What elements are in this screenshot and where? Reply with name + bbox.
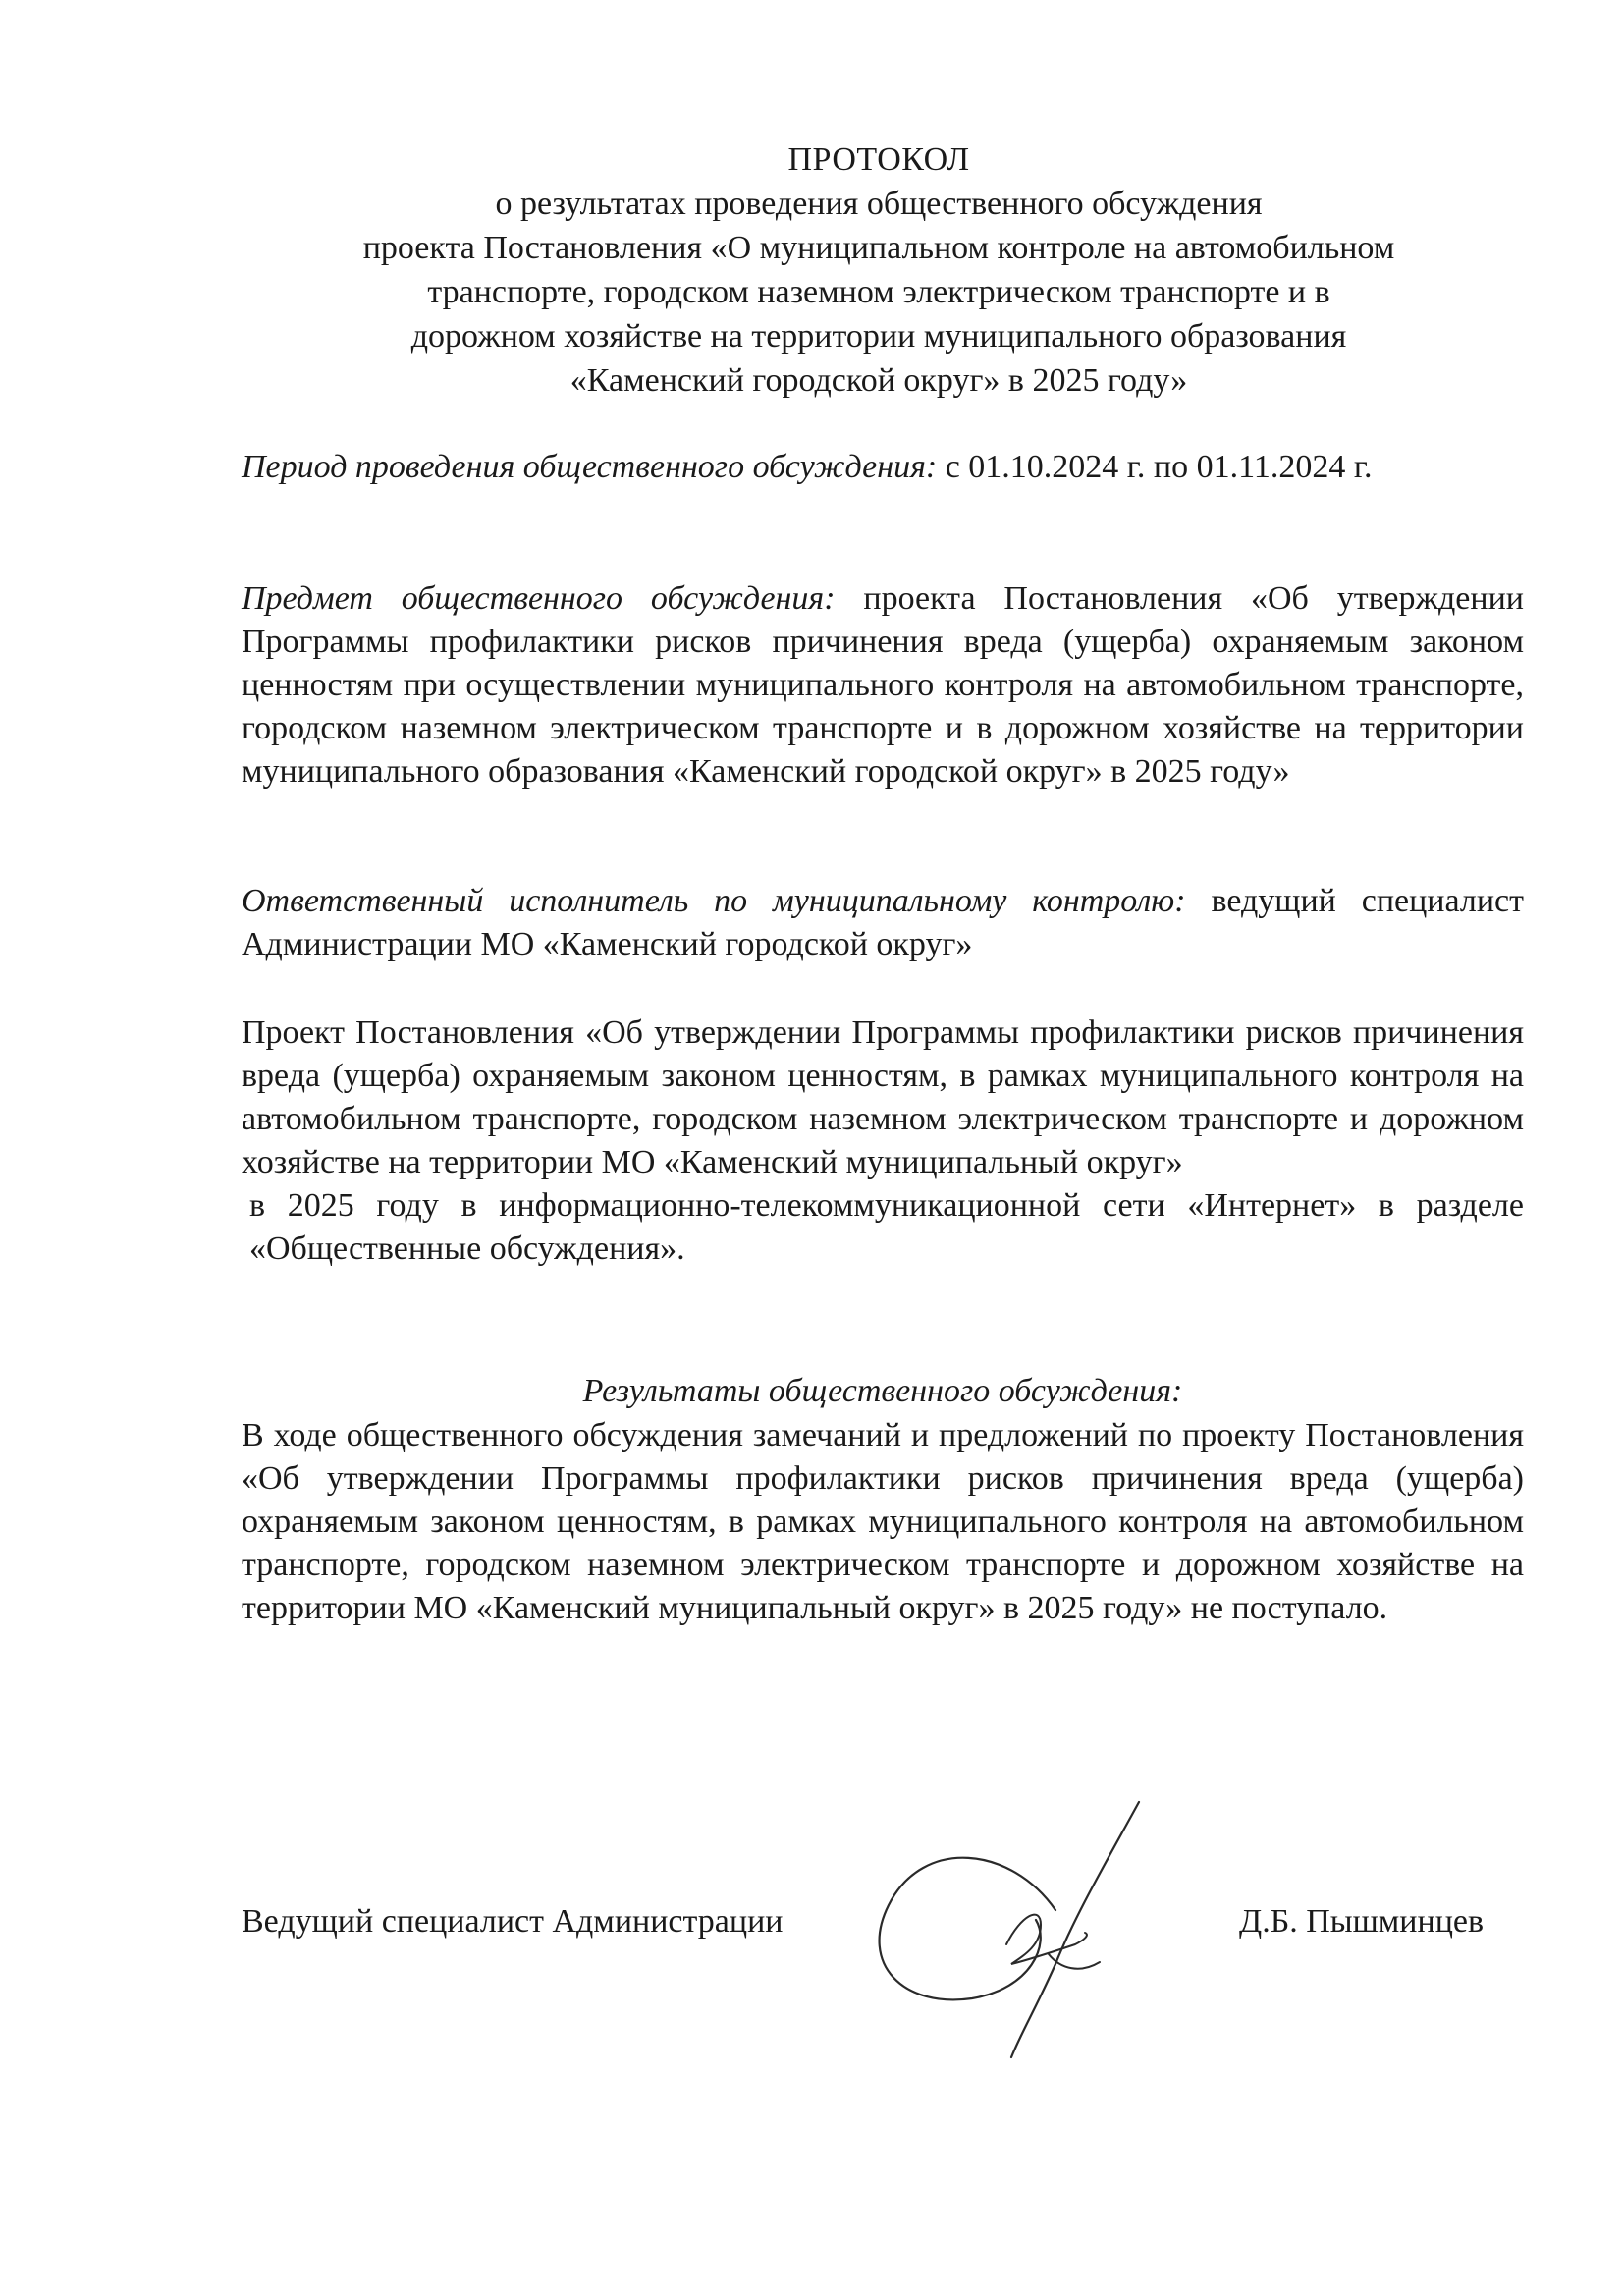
header-line: о результатах проведения общественного обсуждения (495, 186, 1263, 222)
header-line: транспорте, городском наземном электрическом транспорте и в (427, 274, 1330, 310)
responsible-paragraph (242, 880, 1524, 966)
header-line: проекта Постановления «О муниципальном контроле на автомобильном (362, 230, 1395, 266)
period-label: Период проведения общественного обсуждения: (242, 449, 938, 485)
responsible-label: Ответственный исполнитель по муниципальному контролю: (242, 883, 1186, 919)
responsible-value: ведущий специалист Администрации МО «Каменский городской округ» (242, 883, 1524, 962)
signatory-name: Д.Б. Пышминцев (1239, 1903, 1485, 1940)
header-line: дорожном хозяйстве на территории муниципального образования (410, 318, 1347, 355)
handwritten-signature-icon (864, 1797, 1159, 2072)
project-text-part1: Проект Постановления «Об утверждении Программы профилактики рисков причинения вреда (ущерба) охраняемым законом ценностям, в рамках муниципального контроля на автомобильном транспорте, городском наземном электрическом транспорте и дорожном хозяйстве на территории МО «Каменский муниципальный округ» (242, 1014, 1524, 1180)
subject-value: проекта Постановления «Об утверждении Программы профилактики рисков причинения вреда (ущерба) охраняемым законом ценностям при осуществлении муниципального контроля на автомобильном транспорте, городском наземном электрическом транспорте и в дорожном хозяйстве на территории муниципального образования «Каменский городской округ» в 2025 году» (242, 580, 1524, 790)
period-value: с 01.10.2024 г. по 01.11.2024 г. (937, 449, 1373, 485)
subject-paragraph (242, 577, 1524, 793)
header-line: «Каменский городской округ» в 2025 году» (569, 362, 1188, 399)
results-paragraph: В ходе общественного обсуждения замечаний и предложений по проекту Постановления «Об утверждении Программы профилактики рисков причинения вреда (ущерба) охраняемым законом ценностям, в рамках муниципального контроля на автомобильном транспорте, городском наземном электрическом транспорте и дорожном хозяйстве на территории МО «Каменский муниципальный округ» в 2025 году» не поступало. (242, 1417, 1524, 1626)
document-header (236, 137, 1522, 403)
project-text-part2: в 2025 году в информационно-телекоммуникационной сети «Интернет» в разделе «Общественные обсуждения». (249, 1187, 1524, 1267)
results-heading: Результаты общественного обсуждения: (582, 1373, 1183, 1409)
project-paragraph (242, 1011, 1524, 1271)
signatory-position: Ведущий специалист Администрации (242, 1903, 784, 1940)
document-title: ПРОТОКОЛ (787, 141, 970, 178)
period-paragraph (242, 446, 1524, 489)
subject-label: Предмет общественного обсуждения: (242, 580, 836, 617)
